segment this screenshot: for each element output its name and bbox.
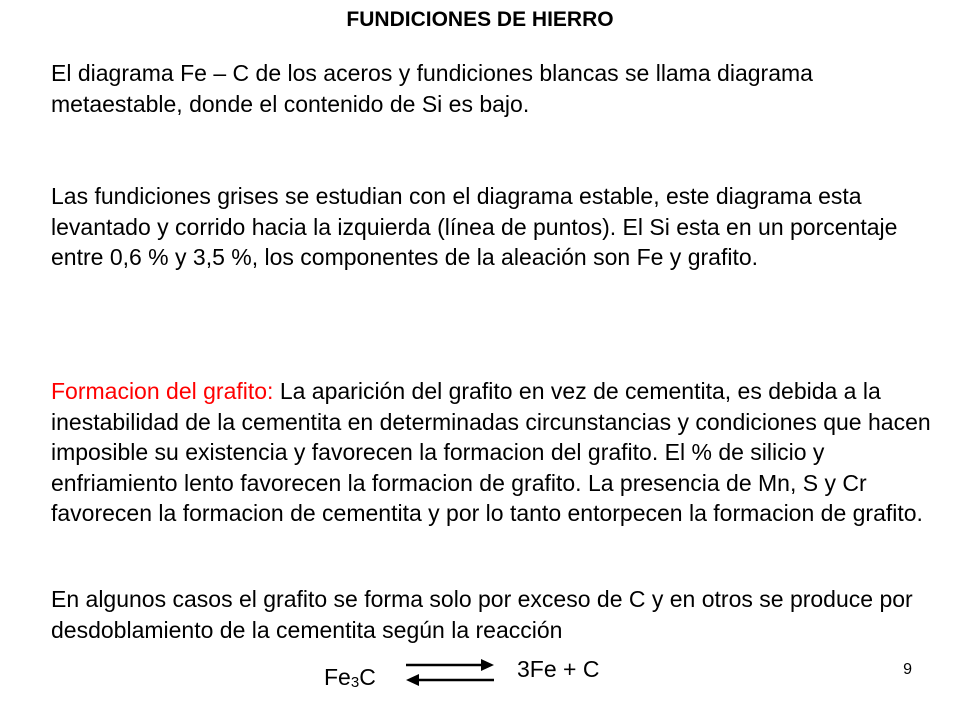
equilibrium-arrows-icon: [404, 657, 496, 687]
graphite-formation-body: La aparición del grafito en vez de cementita, es debida a la inestabilidad de la cementita en determinadas circunstancias y condiciones que hacen imposible su existencia y favorecen la formacion del grafito. El % de silicio y enfriamiento lento favorecen la formacion de grafito. La presencia de Mn, S y Cr favorecen la formacion de cementita y por lo tanto entorpecen la formacion de grafito.: [51, 378, 931, 526]
reactant-carbon: C: [359, 664, 376, 690]
paragraph-metastable-diagram: El diagrama Fe – C de los aceros y fundiciones blancas se llama diagrama metaestable, donde el contenido de Si es bajo.: [51, 60, 813, 117]
paragraph-cementite-decomposition: En algunos casos el grafito se forma solo por exceso de C y en otros se produce por desdoblamiento de la cementita según la reacción: [51, 586, 913, 643]
graphite-formation-heading: Formacion del grafito:: [51, 378, 274, 404]
paragraph-stable-diagram: Las fundiciones grises se estudian con el diagrama estable, este diagrama esta levantado y corrido hacia la izquierda (línea de puntos). El Si esta en un porcentaje entre 0,6 % y 3,5 %, los componentes de la aleación son Fe y grafito.: [51, 183, 898, 270]
reaction-products: 3Fe + C: [517, 656, 600, 682]
reactant-subscript: 3: [350, 674, 360, 691]
paragraph-graphite-formation: [51, 376, 931, 529]
page-title: FUNDICIONES DE HIERRO: [346, 8, 614, 31]
reactant-element: Fe: [324, 664, 351, 690]
reaction-reactant: [324, 664, 376, 691]
page-number: 9: [903, 661, 912, 678]
